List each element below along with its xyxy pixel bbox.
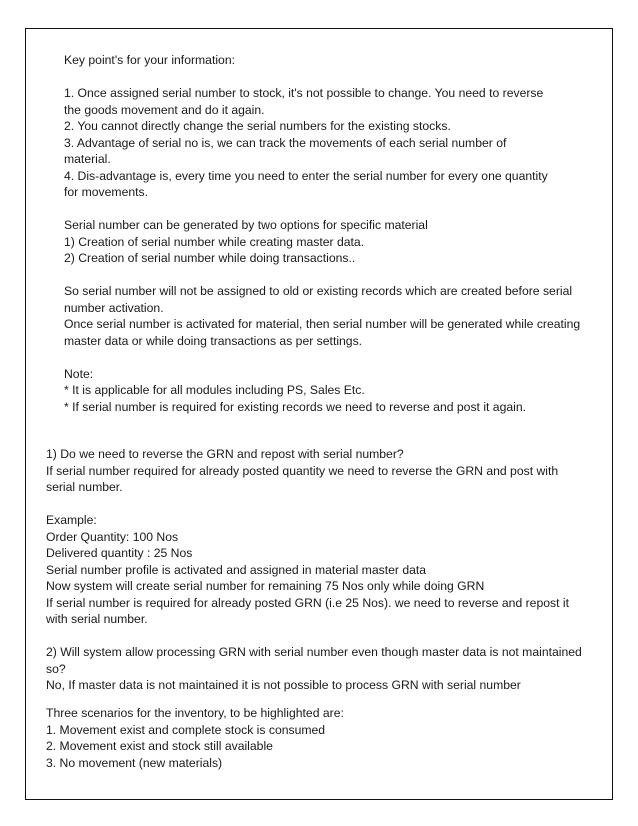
example-profile-note: Serial number profile is activated and assigned in material master data xyxy=(46,562,427,577)
scenario-2: 2. Movement exist and stock still available xyxy=(46,739,273,753)
key-points-block xyxy=(26,52,612,415)
example-repost-note: If serial number is required for already posted GRN (i.e 25 Nos). we need to reverse and repost it xyxy=(46,595,569,610)
key-point-3: 3. Advantage of serial no is, we can track the movements of each serial number of xyxy=(64,135,507,150)
old-records-note-cont: number activation. xyxy=(64,300,164,315)
blank-line xyxy=(46,628,612,645)
answer-1: If serial number required for already posted quantity we need to reverse the GRN and post with xyxy=(46,463,559,478)
key-points-heading: Key point's for your information: xyxy=(64,53,235,67)
blank-line xyxy=(46,496,612,513)
key-point-3-cont: material. xyxy=(64,152,111,166)
key-point-1: 1. Once assigned serial number to stock, it's not possible to change. You need to reverse xyxy=(64,86,544,100)
example-remaining-note: Now system will create serial number for remaining 75 Nos only while doing GRN xyxy=(46,579,485,593)
faq-block xyxy=(26,446,612,694)
page-frame xyxy=(25,28,613,800)
note-heading: Note: xyxy=(64,366,94,381)
question-1: 1) Do we need to reverse the GRN and repost with serial number? xyxy=(46,447,404,461)
question-2-cont: so? xyxy=(46,661,66,676)
example-heading: Example: xyxy=(46,513,97,527)
scenarios-heading: Three scenarios for the inventory, to be highlighted are: xyxy=(46,706,344,720)
activation-note: Once serial number is activated for material, then serial number will be generated while creating xyxy=(64,317,581,331)
scenarios-block xyxy=(26,705,612,771)
blank-line xyxy=(64,69,612,86)
blank-line xyxy=(64,349,612,366)
old-records-note: So serial number will not be assigned to old or existing records which are created before serial xyxy=(64,284,573,298)
key-point-1-cont: the goods movement and do it again. xyxy=(64,102,265,117)
blank-line xyxy=(64,267,612,284)
key-point-4-cont: for movements. xyxy=(64,185,148,199)
key-point-2: 2. You cannot directly change the serial numbers for the existing stocks. xyxy=(64,119,451,133)
note-item-2: * If serial number is required for existing records we need to reverse and post it again. xyxy=(64,399,527,414)
activation-note-cont: master data or while doing transactions as per settings. xyxy=(64,333,363,348)
answer-1-cont: serial number. xyxy=(46,480,123,494)
serial-option-1: 1) Creation of serial number while creating master data. xyxy=(64,234,365,249)
scenario-3: 3. No movement (new materials) xyxy=(46,755,223,770)
example-order-quantity: Order Quantity: 100 Nos xyxy=(46,529,179,544)
example-repost-note-cont: with serial number. xyxy=(46,612,148,626)
note-item-1: * It is applicable for all modules including PS, Sales Etc. xyxy=(64,383,365,397)
scenario-1: 1. Movement exist and complete stock is consumed xyxy=(46,722,326,737)
key-point-4: 4. Dis-advantage is, every time you need to enter the serial number for every one quantity xyxy=(64,168,548,183)
answer-2: No, If master data is not maintained it is not possible to process GRN with serial number xyxy=(46,678,521,692)
example-delivered-quantity: Delivered quantity : 25 Nos xyxy=(46,546,193,560)
question-2: 2) Will system allow processing GRN with serial number even though master data is not maintained xyxy=(46,645,582,659)
serial-option-2: 2) Creation of serial number while doing transactions.. xyxy=(64,251,356,265)
serial-options-intro: Serial number can be generated by two options for specific material xyxy=(64,218,428,232)
blank-line xyxy=(64,201,612,218)
